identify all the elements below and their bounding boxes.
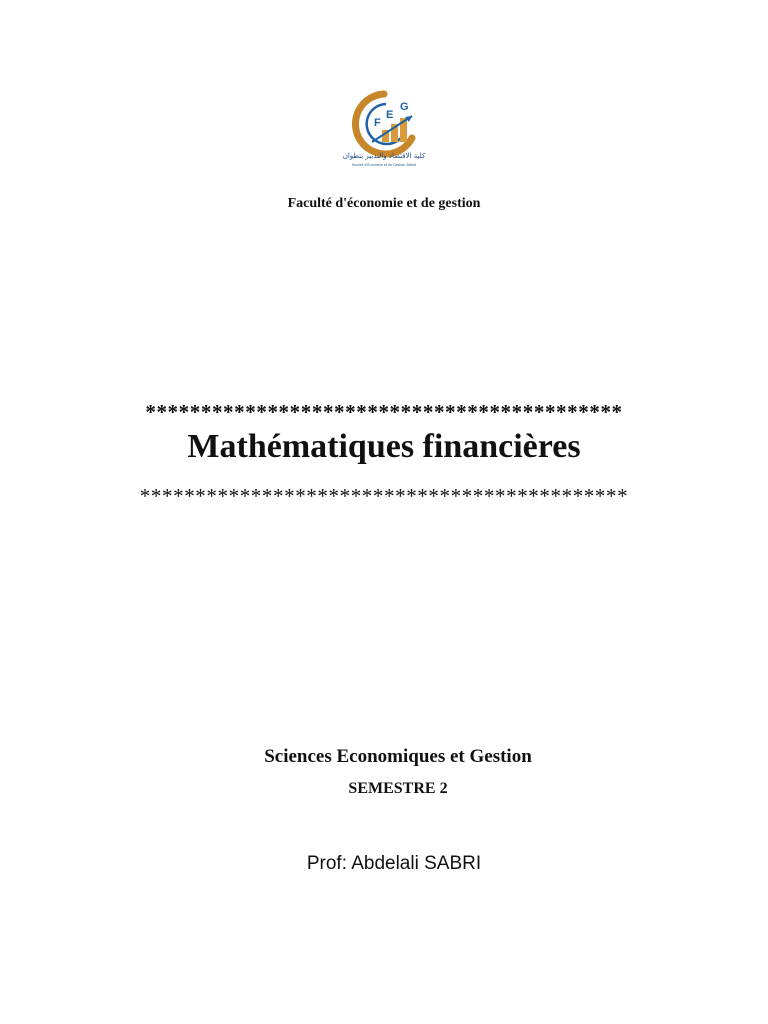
semester-label: SEMESTRE 2 xyxy=(348,780,448,797)
feg-logo-icon xyxy=(342,86,426,172)
logo-letter: F xyxy=(374,117,381,129)
asterisk-divider-top: ******************************************* xyxy=(145,400,623,424)
faculty-name: Faculté d'économie et de gestion xyxy=(287,196,481,211)
logo-french-text: Faculté d'Économie et de Gestion Settat xyxy=(351,163,417,167)
professor-name: Prof: Abdelali SABRI xyxy=(306,853,482,874)
document-title: Mathématiques financières xyxy=(187,428,581,465)
asterisk-divider-bottom: ******************************************** xyxy=(139,484,629,508)
program-name: Sciences Economiques et Gestion xyxy=(264,746,532,767)
logo-arabic-text: كلية الاقتصاد والتدبير بتطوان xyxy=(342,152,426,160)
logo-letter: E xyxy=(386,109,394,121)
faculty-logo xyxy=(342,86,426,172)
logo-letter: G xyxy=(400,101,409,113)
